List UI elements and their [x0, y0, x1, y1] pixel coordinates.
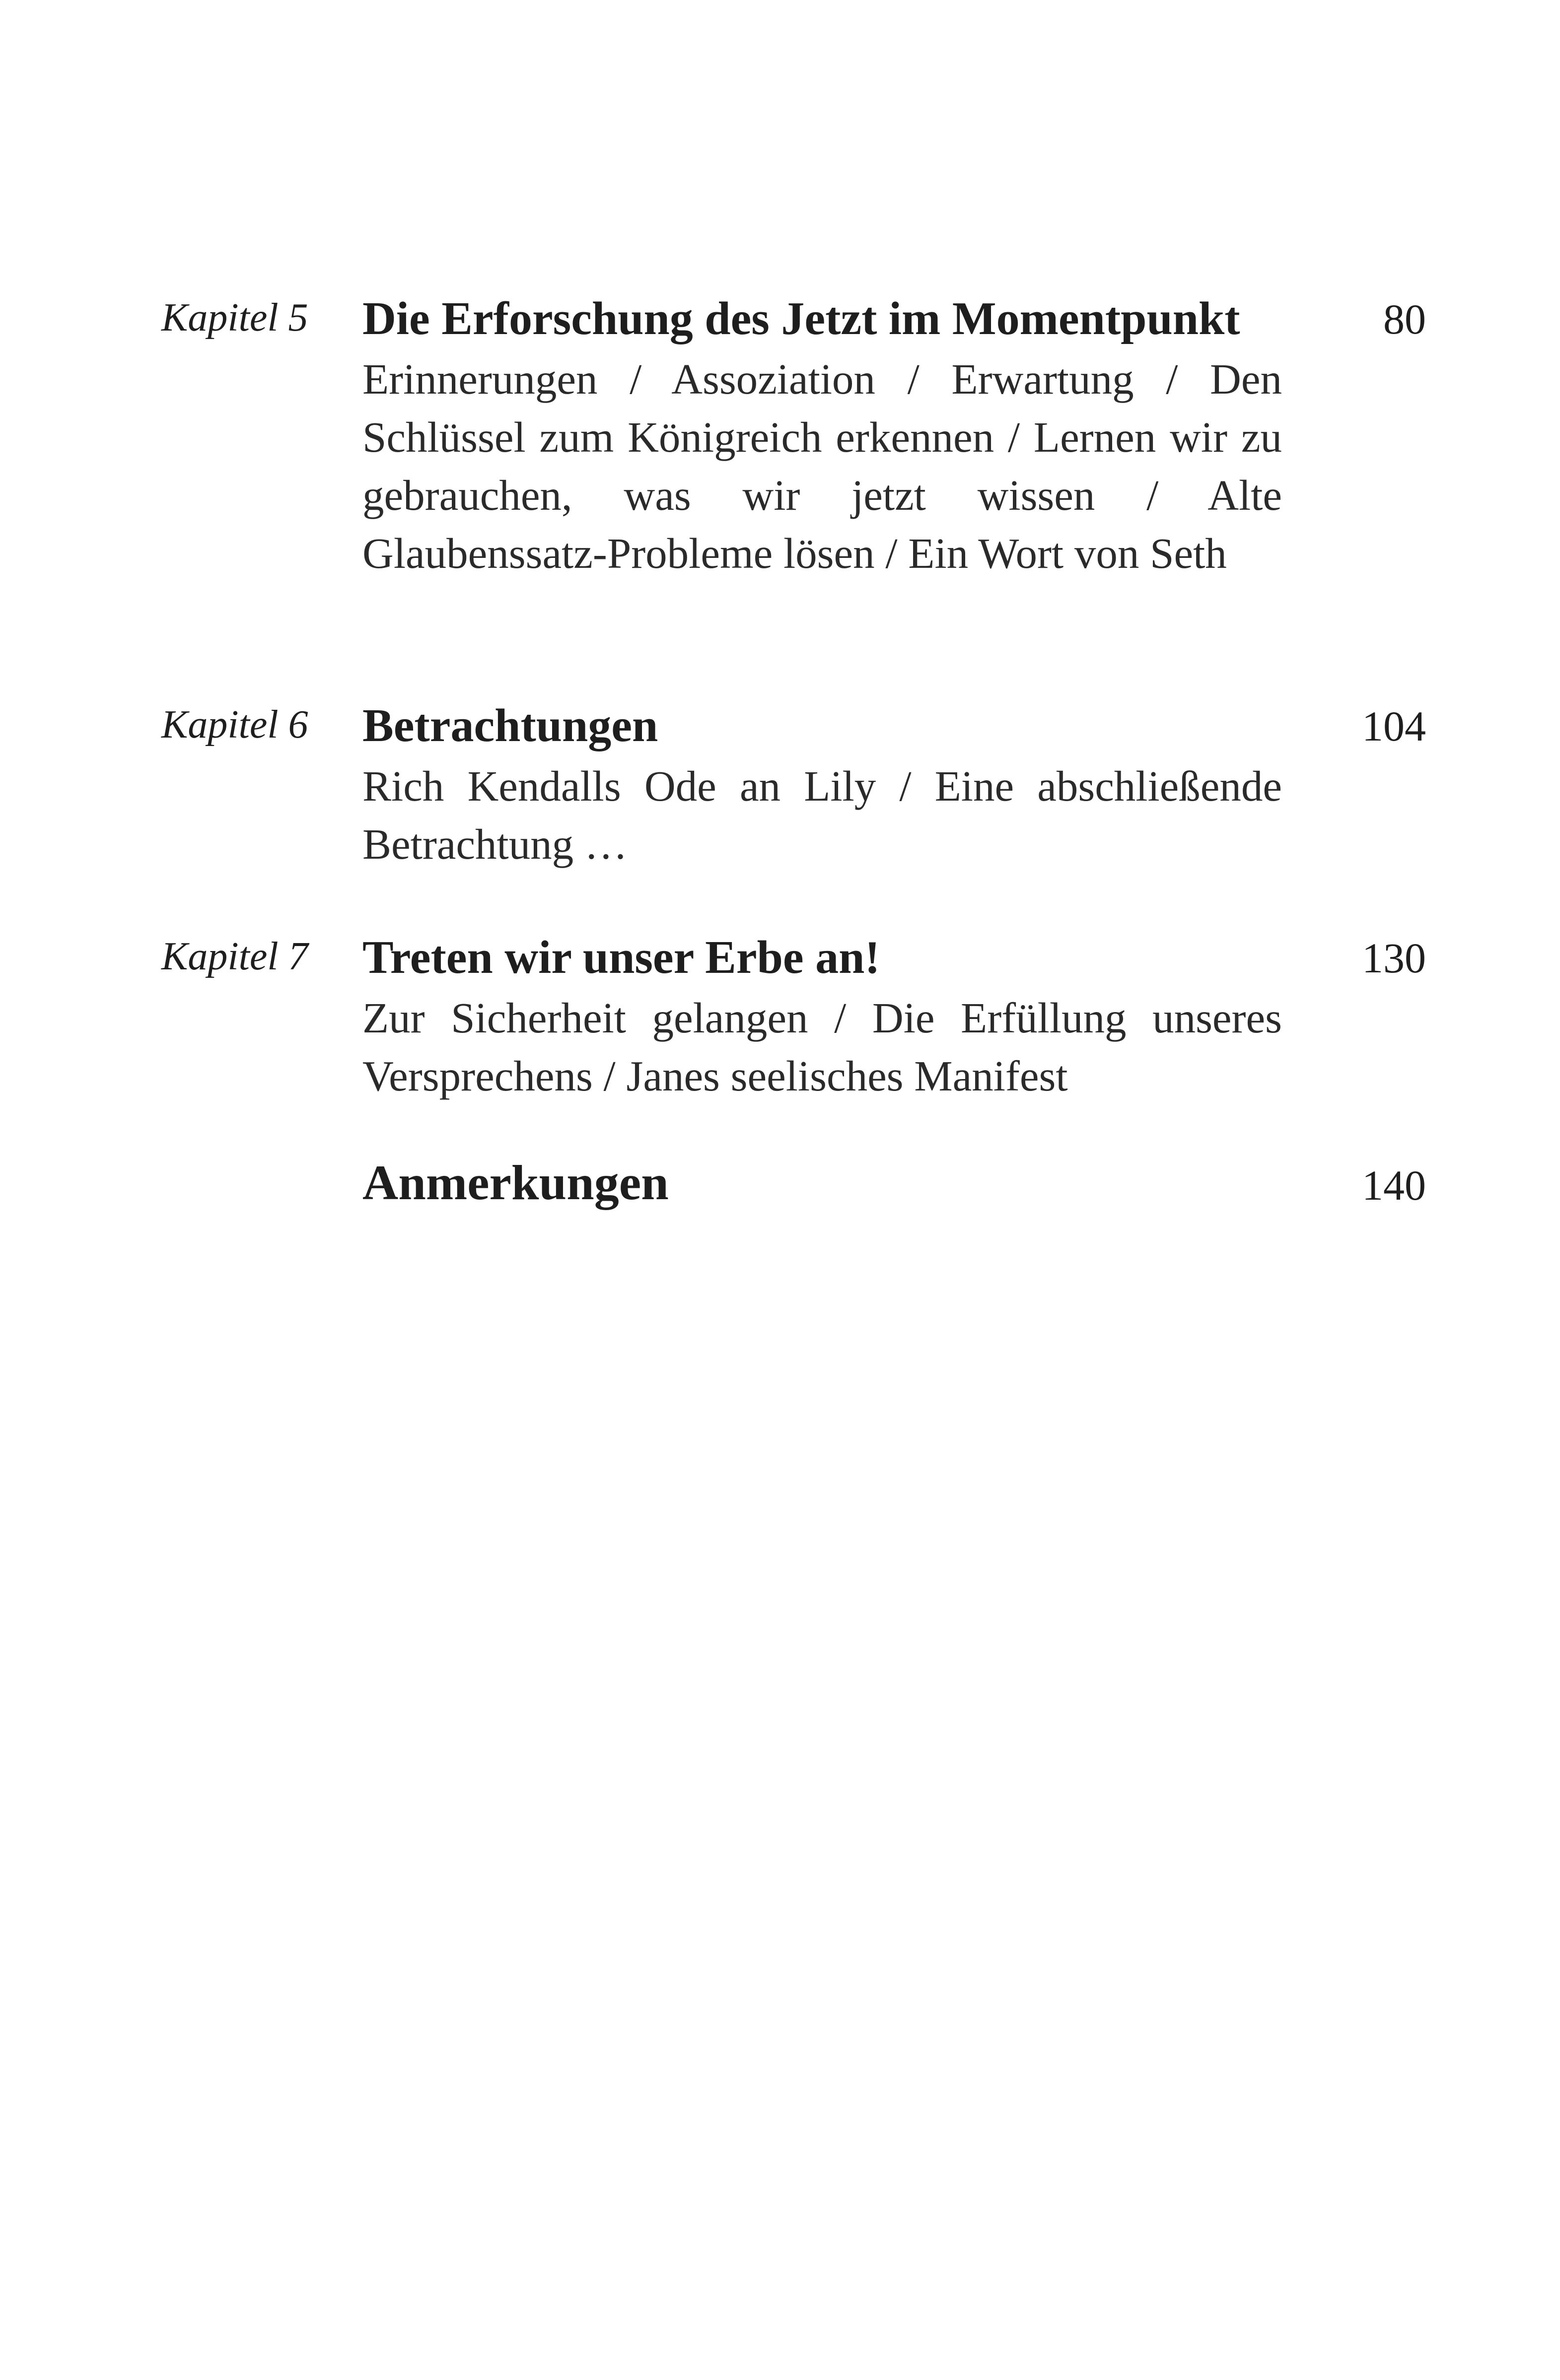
- chapter-description: Rich Kendalls Ode an Lily / Eine abschließende Betrachtung …: [362, 762, 1282, 868]
- chapter-label: Kapitel 5: [161, 296, 308, 340]
- page-number: 130: [1362, 934, 1426, 982]
- page-number: 80: [1383, 295, 1426, 343]
- chapter-title: Die Erforschung des Jetzt im Momentpunkt: [362, 293, 1240, 344]
- chapter-description: Zur Sicherheit gelangen / Die Erfüllung unseres Versprechens / Janes seelisches Manifest: [362, 994, 1282, 1100]
- chapter-title: Treten wir unser Erbe an!: [362, 932, 880, 983]
- page-number: 104: [1362, 702, 1426, 750]
- chapter-description: Erinnerungen / Assoziation / Erwartung / Den Schlüssel zum Königreich erkennen / Lernen wir zu gebrauchen, was wir jetzt wissen / Alte Glaubenssatz-Probleme lösen / Ein Wort von Seth: [362, 355, 1282, 577]
- chapter-title: Betrachtungen: [362, 700, 658, 751]
- page-number: 140: [1362, 1161, 1426, 1209]
- chapter-label: Kapitel 6: [161, 703, 308, 747]
- notes-title: Anmerkungen: [362, 1155, 669, 1210]
- chapter-label: Kapitel 7: [161, 935, 308, 978]
